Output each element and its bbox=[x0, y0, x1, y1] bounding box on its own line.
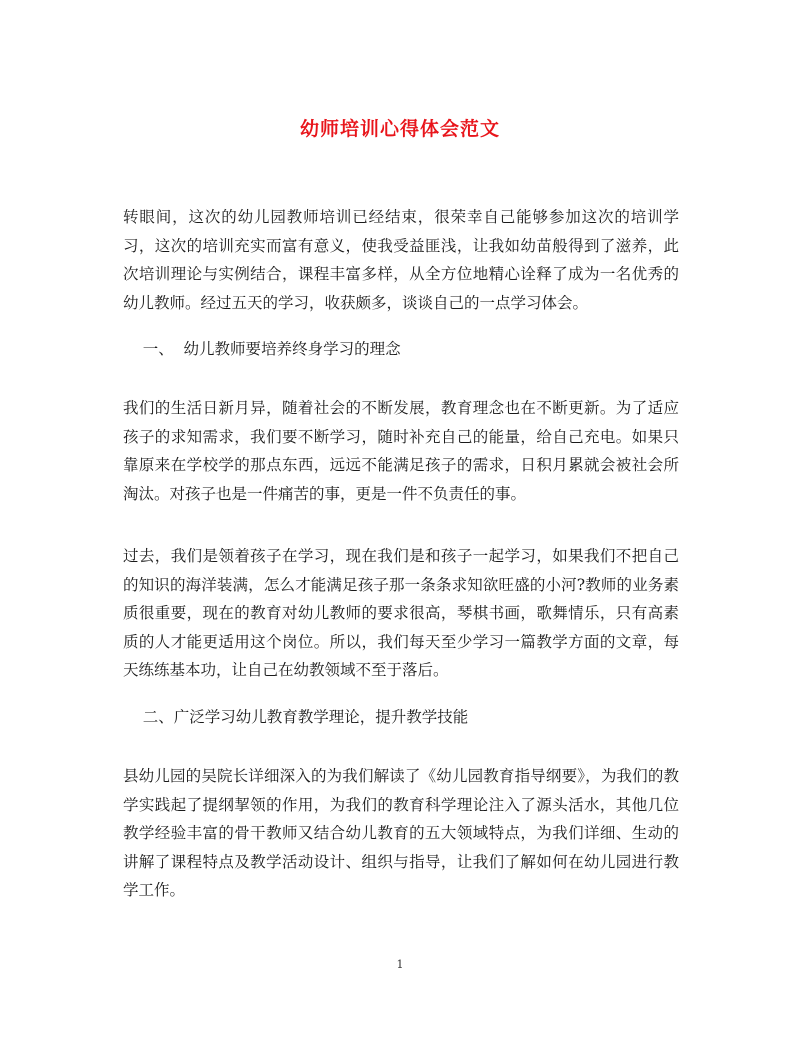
document-title: 幼师培训心得体会范文 bbox=[299, 118, 500, 140]
body-paragraph-2: 过去，我们是领着孩子在学习，现在我们是和孩子一起学习，如果我们不把自己的知识的海洋装满，怎么才能满足孩子那一条条求知欲旺盛的小河?教师的业务素质很重要，现在的教育对幼儿教师的要求很高，琴棋书画，歌舞情乐，只有高素质的人才能更适用这个岗位。所以，我们每天至少学习一篇教学方面的文章，每天练练基本功，让自己在幼教领域不至于落后。 bbox=[123, 547, 679, 679]
section-heading-2: 二、广泛学习幼儿教育教学理论，提升教学技能 bbox=[123, 708, 469, 726]
intro-paragraph: 转眼间，这次的幼儿园教师培训已经结束，很荣幸自己能够参加这次的培训学习，这次的培训充实而富有意义，使我受益匪浅，让我如幼苗般得到了滋养，此次培训理论与实例结合，课程丰富多样，从全方位地精心诠释了成为一名优秀的幼儿教师。经过五天的学习，收获颇多，谈谈自己的一点学习体会。 bbox=[123, 208, 679, 312]
section-heading-1: 一、 幼儿教师要培养终身学习的理念 bbox=[123, 340, 401, 358]
page-number: 1 bbox=[396, 958, 404, 971]
body-paragraph-3: 县幼儿园的吴院长详细深入的为我们解读了《幼儿园教育指导纲要》，为我们的教学实践起了提纲挈领的作用，为我们的教育科学理论注入了源头活水，其他几位教学经验丰富的骨干教师又结合幼儿教育的五大领域特点，为我们详细、生动的讲解了课程特点及教学活动设计、组织与指导，让我们了解如何在幼儿园进行教学工作。 bbox=[123, 767, 679, 899]
body-paragraph-1: 我们的生活日新月异，随着社会的不断发展，教育理念也在不断更新。为了适应孩子的求知需求，我们要不断学习，随时补充自己的能量，给自己充电。如果只靠原来在学校学的那点东西，远远不能满足孩子的需求，日积月累就会被社会所淘汰。对孩子也是一件痛苦的事，更是一件不负责任的事。 bbox=[123, 399, 679, 503]
